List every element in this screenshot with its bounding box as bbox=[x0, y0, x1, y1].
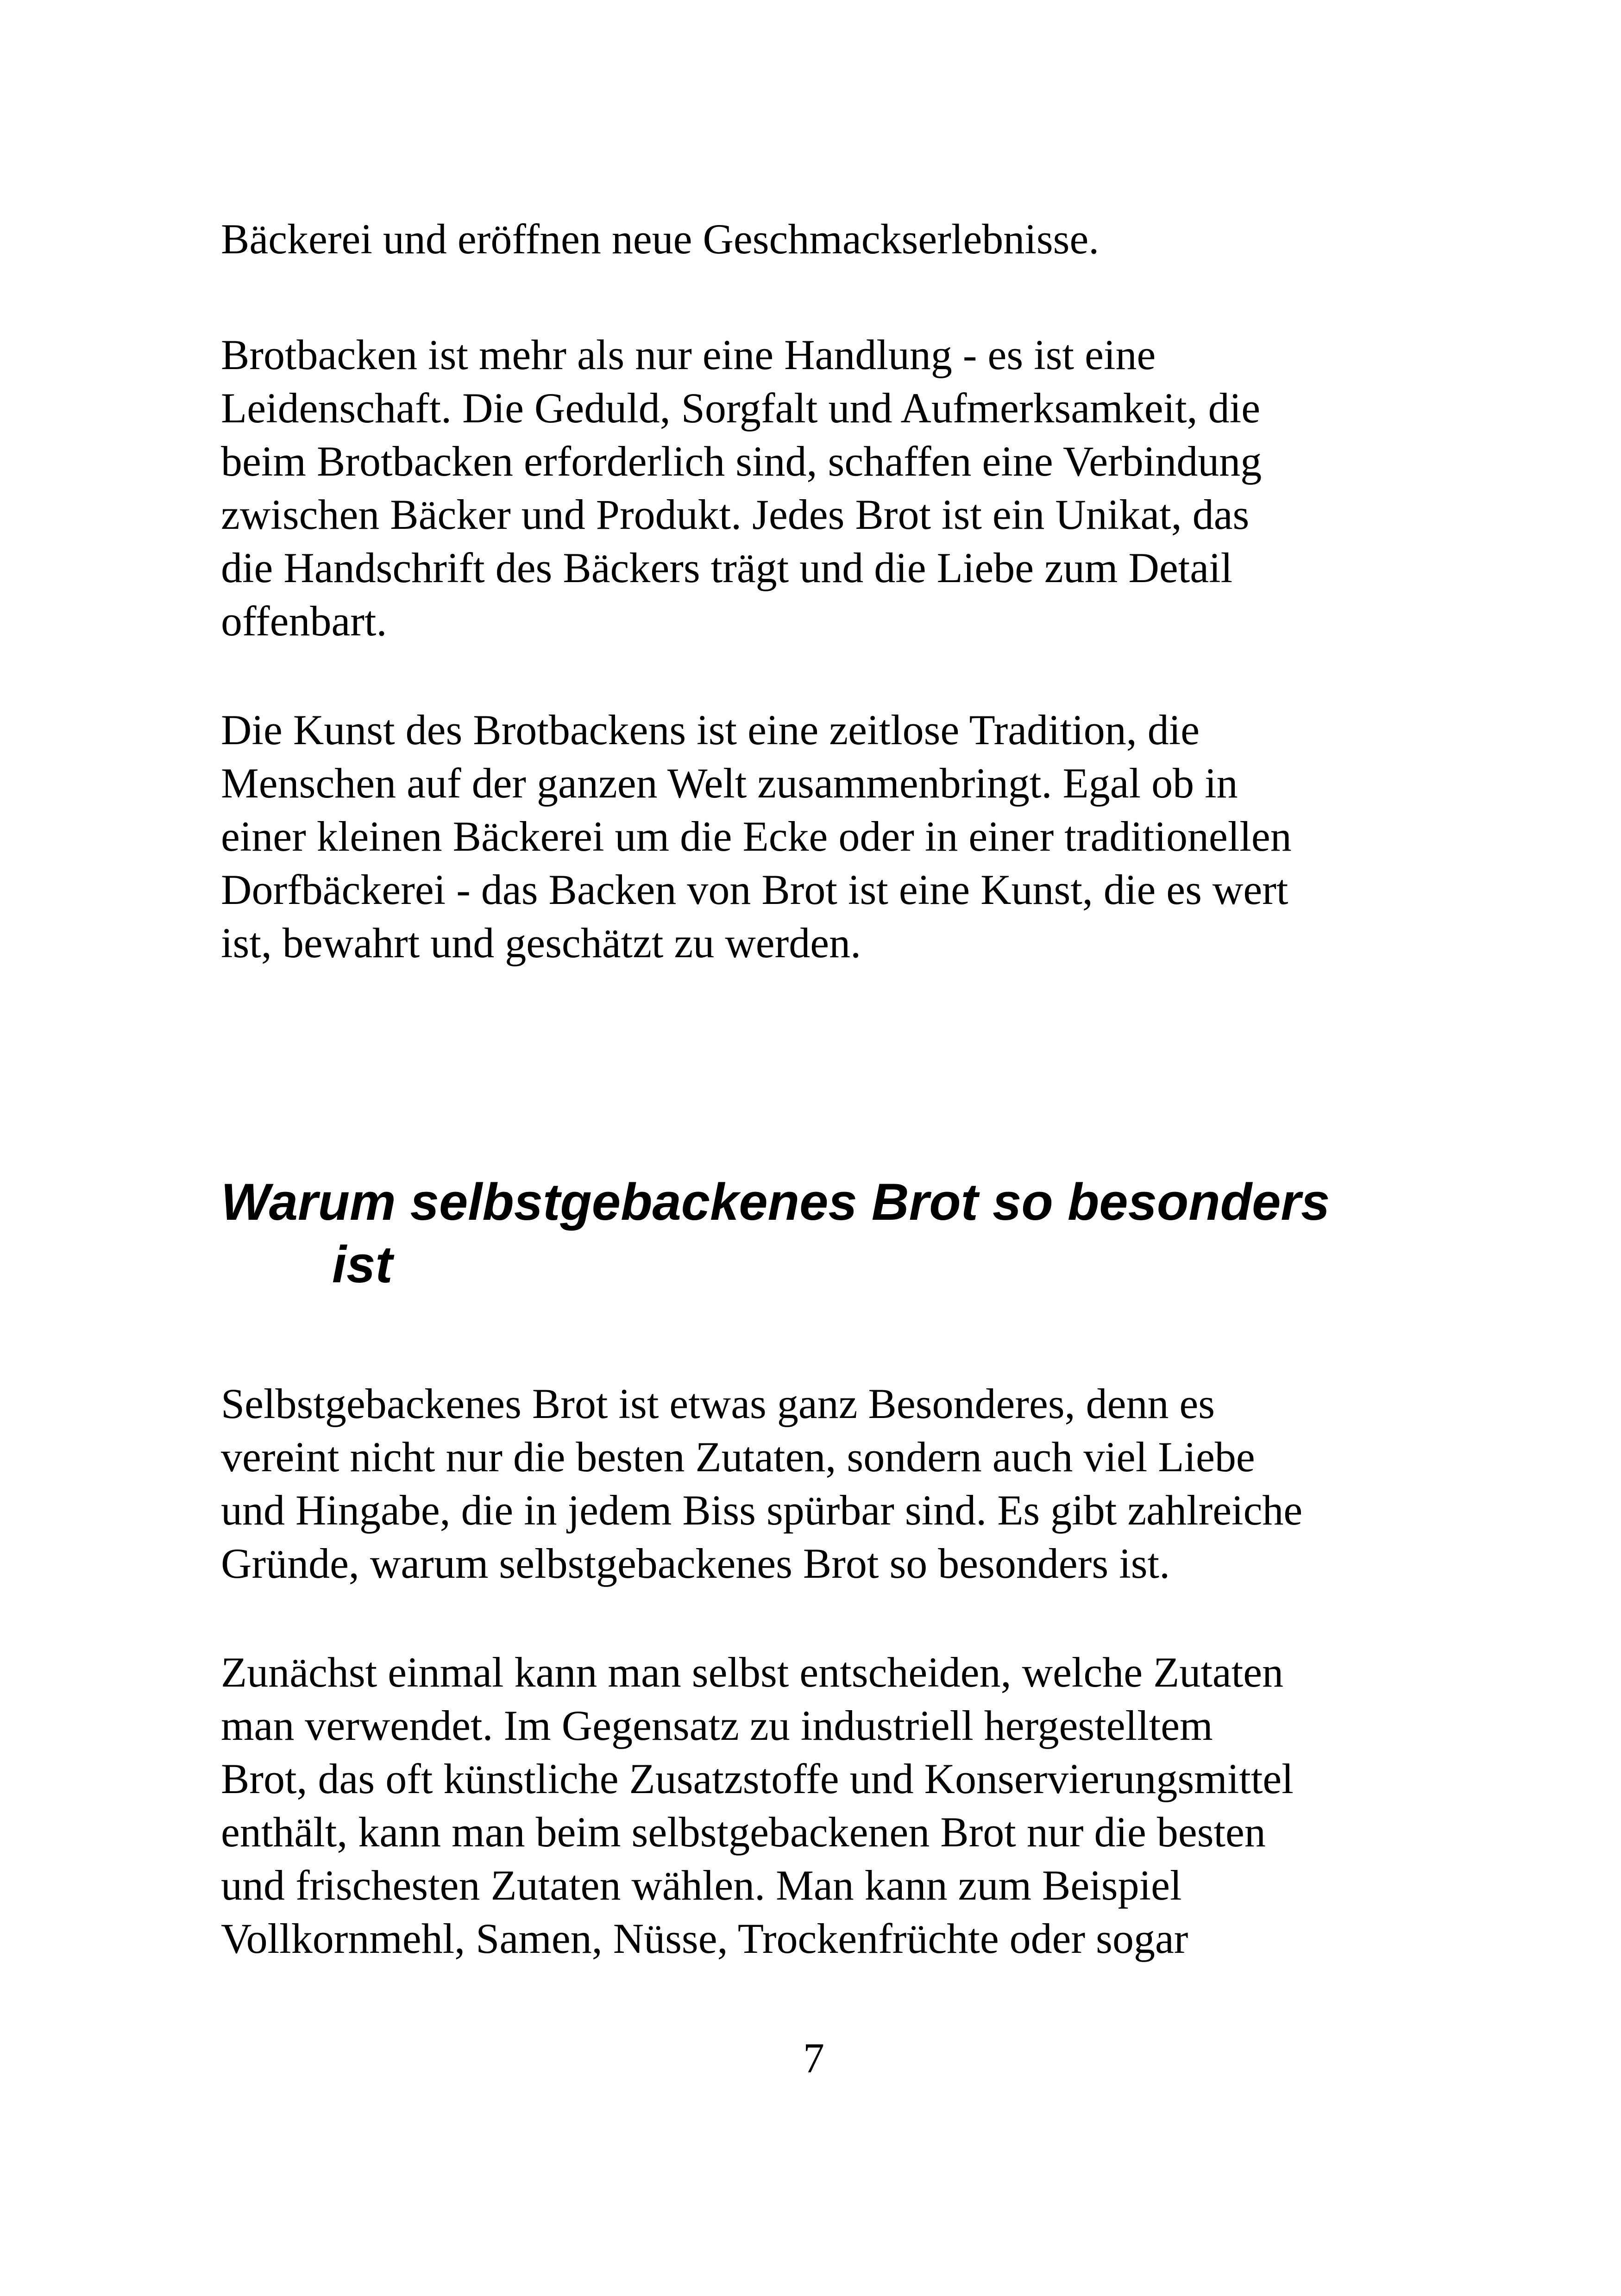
paragraph-line: Selbstgebackenes Brot ist etwas ganz Besonderes, denn es bbox=[221, 1380, 1215, 1427]
page-number: 7 bbox=[803, 2034, 824, 2082]
paragraph-line: offenbart. bbox=[221, 597, 387, 645]
paragraph-line: Menschen auf der ganzen Welt zusammenbringt. Egal ob in bbox=[221, 759, 1238, 807]
paragraph-line: vereint nicht nur die besten Zutaten, sondern auch viel Liebe bbox=[221, 1433, 1255, 1480]
heading-line: Warum selbstgebackenes Brot so besonders bbox=[221, 1173, 1330, 1231]
paragraph-line: Bäckerei und eröffnen neue Geschmackserlebnisse. bbox=[221, 215, 1100, 263]
paragraph-line: enthält, kann man beim selbstgebackenen Brot nur die besten bbox=[221, 1808, 1266, 1856]
heading-line: ist bbox=[332, 1236, 393, 1293]
paragraph-line: die Handschrift des Bäckers trägt und die Liebe zum Detail bbox=[221, 544, 1233, 591]
paragraph-line: Brotbacken ist mehr als nur eine Handlung - es ist eine bbox=[221, 331, 1156, 378]
paragraph-line: und frischesten Zutaten wählen. Man kann zum Beispiel bbox=[221, 1862, 1182, 1909]
paragraph-line: Gründe, warum selbstgebackenes Brot so besonders ist. bbox=[221, 1540, 1170, 1587]
paragraph-line: und Hingabe, die in jedem Biss spürbar sind. Es gibt zahlreiche bbox=[221, 1487, 1303, 1534]
paragraph-line: beim Brotbacken erforderlich sind, schaffen eine Verbindung bbox=[221, 438, 1262, 485]
paragraph-line: Zunächst einmal kann man selbst entscheiden, welche Zutaten bbox=[221, 1649, 1284, 1696]
paragraph-line: einer kleinen Bäckerei um die Ecke oder in einer traditionellen bbox=[221, 813, 1292, 860]
paragraph-line: ist, bewahrt und geschätzt zu werden. bbox=[221, 919, 861, 966]
paragraph-line: Dorfbäckerei - das Backen von Brot ist eine Kunst, die es wert bbox=[221, 866, 1288, 913]
paragraph-line: Die Kunst des Brotbackens ist eine zeitlose Tradition, die bbox=[221, 706, 1200, 753]
paragraph-line: Vollkornmehl, Samen, Nüsse, Trockenfrüchte oder sogar bbox=[221, 1915, 1188, 1962]
paragraph-line: Leidenschaft. Die Geduld, Sorgfalt und Aufmerksamkeit, die bbox=[221, 384, 1261, 432]
paragraph-line: man verwendet. Im Gegensatz zu industriell hergestelltem bbox=[221, 1702, 1213, 1749]
paragraph-line: zwischen Bäcker und Produkt. Jedes Brot ist ein Unikat, das bbox=[221, 491, 1250, 538]
paragraph-line: Brot, das oft künstliche Zusatzstoffe und Konservierungsmittel bbox=[221, 1755, 1294, 1802]
